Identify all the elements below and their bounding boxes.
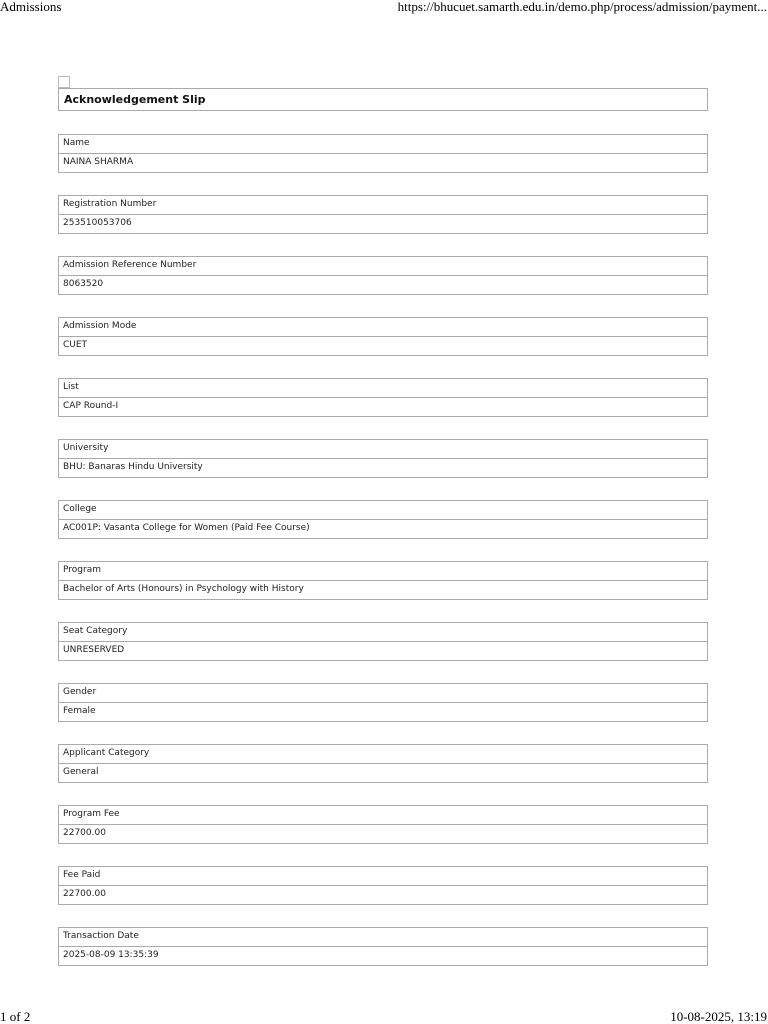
field-label: Fee Paid — [58, 866, 708, 886]
field-label: Program — [58, 561, 708, 581]
field-admission-reference-number — [58, 256, 708, 295]
field-value: BHU: Banaras Hindu University — [58, 459, 708, 479]
field-program-fee — [58, 805, 708, 844]
field-value: 22700.00 — [58, 886, 708, 906]
field-value: NAINA SHARMA — [58, 154, 708, 174]
field-admission-mode — [58, 317, 708, 356]
field-value: AC001P: Vasanta College for Women (Paid Fee Course) — [58, 520, 708, 540]
field-label: University — [58, 439, 708, 459]
print-datetime: 10-08-2025, 13:19 — [670, 1009, 767, 1024]
field-label: List — [58, 378, 708, 398]
field-label: Transaction Date — [58, 927, 708, 947]
fields-list — [58, 134, 708, 966]
field-value: CUET — [58, 337, 708, 357]
field-value: 8063520 — [58, 276, 708, 296]
field-value: CAP Round-I — [58, 398, 708, 418]
logo-image-placeholder-icon — [58, 76, 70, 88]
field-program — [58, 561, 708, 600]
slip-title: Acknowledgement Slip — [58, 88, 708, 111]
field-gender — [58, 683, 708, 722]
field-value: 253510053706 — [58, 215, 708, 235]
field-value: Bachelor of Arts (Honours) in Psychology with History — [58, 581, 708, 601]
field-label: Seat Category — [58, 622, 708, 642]
field-applicant-category — [58, 744, 708, 783]
field-label: Gender — [58, 683, 708, 703]
field-registration-number — [58, 195, 708, 234]
field-value: 22700.00 — [58, 825, 708, 845]
field-label: College — [58, 500, 708, 520]
print-header-title: Admissions — [0, 0, 62, 14]
field-transaction-date — [58, 927, 708, 966]
field-value: General — [58, 764, 708, 784]
field-value: UNRESERVED — [58, 642, 708, 662]
field-fee-paid — [58, 866, 708, 905]
field-label: Program Fee — [58, 805, 708, 825]
field-label: Admission Mode — [58, 317, 708, 337]
field-list — [58, 378, 708, 417]
page-number: 1 of 2 — [0, 1009, 31, 1024]
field-college — [58, 500, 708, 539]
field-label: Registration Number — [58, 195, 708, 215]
field-value: Female — [58, 703, 708, 723]
field-label: Name — [58, 134, 708, 154]
print-header-url: https://bhucuet.samarth.edu.in/demo.php/process/admission/payment... — [397, 0, 767, 14]
field-value: 2025-08-09 13:35:39 — [58, 947, 708, 967]
acknowledgement-slip — [58, 76, 708, 988]
field-university — [58, 439, 708, 478]
field-name — [58, 134, 708, 173]
field-label: Applicant Category — [58, 744, 708, 764]
field-label: Admission Reference Number — [58, 256, 708, 276]
field-seat-category — [58, 622, 708, 661]
